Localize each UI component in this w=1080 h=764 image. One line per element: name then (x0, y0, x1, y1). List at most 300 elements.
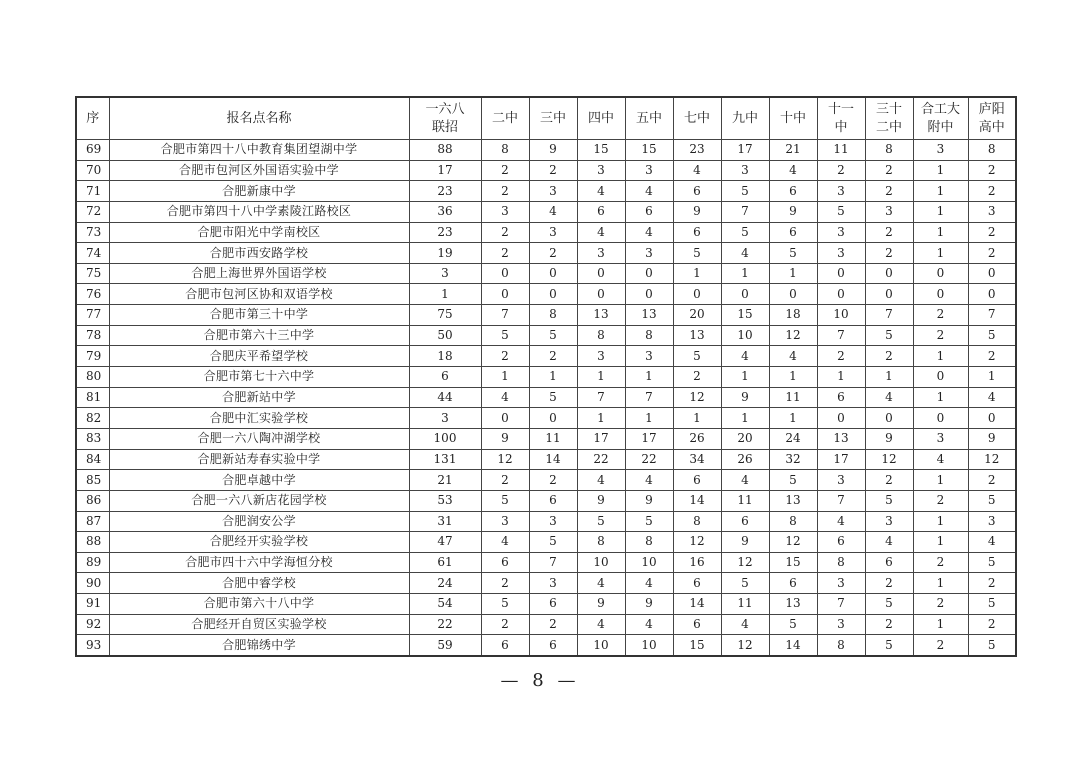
table-row (76, 532, 1016, 553)
enrollment-quota-table (75, 96, 1017, 657)
cell-no3: 2 (529, 243, 577, 264)
cell-no10: 1 (769, 263, 817, 284)
cell-school-name: 合肥市包河区协和双语学校 (109, 284, 409, 305)
cell-no4: 10 (577, 635, 625, 656)
cell-luyang-high: 4 (968, 532, 1016, 553)
cell-no11: 7 (817, 594, 865, 615)
cell-no4: 9 (577, 490, 625, 511)
cell-no5: 0 (625, 284, 673, 305)
cell-luyang-high: 2 (968, 243, 1016, 264)
cell-no10: 12 (769, 532, 817, 553)
cell-no10: 15 (769, 552, 817, 573)
cell-no5: 4 (625, 181, 673, 202)
cell-no3: 5 (529, 532, 577, 553)
cell-no32: 2 (865, 181, 913, 202)
cell-seq: 78 (76, 325, 109, 346)
cell-no7: 6 (673, 222, 721, 243)
cell-no5: 4 (625, 222, 673, 243)
cell-no3: 3 (529, 222, 577, 243)
cell-no9: 9 (721, 532, 769, 553)
cell-no2: 1 (481, 367, 529, 388)
cell-no11: 2 (817, 160, 865, 181)
cell-no3: 3 (529, 181, 577, 202)
cell-no10: 11 (769, 387, 817, 408)
cell-no4: 4 (577, 222, 625, 243)
cell-no32: 8 (865, 140, 913, 161)
cell-168-joint: 17 (409, 160, 481, 181)
cell-luyang-high: 0 (968, 408, 1016, 429)
table-row (76, 511, 1016, 532)
cell-no4: 3 (577, 243, 625, 264)
cell-school-name: 合肥新站寿春实验中学 (109, 449, 409, 470)
cell-hfut-affiliated: 1 (913, 470, 968, 491)
cell-no3: 2 (529, 160, 577, 181)
cell-no32: 5 (865, 594, 913, 615)
cell-no11: 7 (817, 325, 865, 346)
header-label-line: 合工大 (920, 101, 960, 117)
cell-no7: 15 (673, 635, 721, 656)
cell-no9: 0 (721, 284, 769, 305)
cell-no5: 4 (625, 470, 673, 491)
header-label-line: 三中 (539, 110, 566, 126)
cell-seq: 69 (76, 140, 109, 161)
cell-no11: 3 (817, 222, 865, 243)
cell-no32: 12 (865, 449, 913, 470)
cell-hfut-affiliated: 2 (913, 325, 968, 346)
cell-no5: 17 (625, 428, 673, 449)
cell-no9: 4 (721, 346, 769, 367)
cell-no3: 3 (529, 511, 577, 532)
cell-168-joint: 131 (409, 449, 481, 470)
cell-no2: 8 (481, 140, 529, 161)
cell-school-name: 合肥中汇实验学校 (109, 408, 409, 429)
cell-no7: 14 (673, 594, 721, 615)
cell-no7: 13 (673, 325, 721, 346)
cell-no11: 8 (817, 635, 865, 656)
table-row (76, 387, 1016, 408)
table-row (76, 594, 1016, 615)
table-row (76, 140, 1016, 161)
cell-no7: 16 (673, 552, 721, 573)
table-row (76, 284, 1016, 305)
table-row (76, 490, 1016, 511)
cell-no5: 10 (625, 552, 673, 573)
cell-no10: 4 (769, 160, 817, 181)
cell-no5: 22 (625, 449, 673, 470)
cell-school-name: 合肥市第六十八中学 (109, 594, 409, 615)
cell-no11: 13 (817, 428, 865, 449)
cell-luyang-high: 1 (968, 367, 1016, 388)
cell-no2: 2 (481, 346, 529, 367)
cell-no5: 3 (625, 160, 673, 181)
cell-no7: 6 (673, 614, 721, 635)
cell-no10: 13 (769, 490, 817, 511)
cell-no9: 4 (721, 614, 769, 635)
cell-school-name: 合肥锦绣中学 (109, 635, 409, 656)
cell-no11: 3 (817, 470, 865, 491)
cell-luyang-high: 3 (968, 201, 1016, 222)
cell-school-name: 合肥市包河区外国语实验中学 (109, 160, 409, 181)
cell-no5: 1 (625, 408, 673, 429)
cell-no2: 2 (481, 614, 529, 635)
cell-no5: 9 (625, 594, 673, 615)
cell-no3: 2 (529, 346, 577, 367)
cell-no10: 5 (769, 614, 817, 635)
cell-seq: 86 (76, 490, 109, 511)
cell-no32: 4 (865, 387, 913, 408)
cell-168-joint: 47 (409, 532, 481, 553)
cell-no11: 5 (817, 201, 865, 222)
cell-no2: 4 (481, 387, 529, 408)
cell-no9: 1 (721, 367, 769, 388)
cell-no32: 5 (865, 635, 913, 656)
cell-no3: 2 (529, 470, 577, 491)
table-row (76, 614, 1016, 635)
cell-no32: 6 (865, 552, 913, 573)
cell-no3: 8 (529, 305, 577, 326)
cell-no10: 18 (769, 305, 817, 326)
cell-school-name: 合肥上海世界外国语学校 (109, 263, 409, 284)
cell-no2: 0 (481, 408, 529, 429)
cell-hfut-affiliated: 4 (913, 449, 968, 470)
header-no7 (673, 97, 721, 140)
cell-luyang-high: 5 (968, 594, 1016, 615)
cell-luyang-high: 2 (968, 573, 1016, 594)
cell-school-name: 合肥市第六十三中学 (109, 325, 409, 346)
cell-no10: 24 (769, 428, 817, 449)
cell-hfut-affiliated: 1 (913, 346, 968, 367)
cell-luyang-high: 0 (968, 263, 1016, 284)
cell-seq: 93 (76, 635, 109, 656)
cell-no4: 9 (577, 594, 625, 615)
cell-no7: 5 (673, 346, 721, 367)
cell-no7: 34 (673, 449, 721, 470)
table-row (76, 552, 1016, 573)
cell-no2: 2 (481, 243, 529, 264)
cell-no4: 10 (577, 552, 625, 573)
cell-no4: 13 (577, 305, 625, 326)
cell-no2: 9 (481, 428, 529, 449)
cell-hfut-affiliated: 2 (913, 552, 968, 573)
cell-hfut-affiliated: 1 (913, 222, 968, 243)
cell-no32: 2 (865, 346, 913, 367)
table-row (76, 428, 1016, 449)
table-row (76, 573, 1016, 594)
cell-no32: 3 (865, 511, 913, 532)
cell-no9: 5 (721, 181, 769, 202)
cell-school-name: 合肥经开实验学校 (109, 532, 409, 553)
header-no9 (721, 97, 769, 140)
cell-no9: 4 (721, 243, 769, 264)
cell-school-name: 合肥一六八陶冲湖学校 (109, 428, 409, 449)
cell-no11: 8 (817, 552, 865, 573)
cell-no10: 32 (769, 449, 817, 470)
cell-no32: 7 (865, 305, 913, 326)
header-no5 (625, 97, 673, 140)
cell-no2: 2 (481, 470, 529, 491)
cell-no7: 2 (673, 367, 721, 388)
cell-seq: 85 (76, 470, 109, 491)
header-label-line: 七中 (683, 110, 710, 126)
cell-no32: 2 (865, 470, 913, 491)
cell-no3: 6 (529, 635, 577, 656)
cell-no9: 6 (721, 511, 769, 532)
header-label-line: 十一 (827, 101, 854, 117)
cell-no9: 26 (721, 449, 769, 470)
cell-no9: 12 (721, 552, 769, 573)
cell-seq: 75 (76, 263, 109, 284)
table-row (76, 243, 1016, 264)
cell-hfut-affiliated: 2 (913, 490, 968, 511)
cell-no3: 5 (529, 325, 577, 346)
cell-luyang-high: 2 (968, 346, 1016, 367)
cell-seq: 72 (76, 201, 109, 222)
cell-no5: 1 (625, 367, 673, 388)
cell-no3: 9 (529, 140, 577, 161)
cell-no11: 11 (817, 140, 865, 161)
header-label-line: 五中 (635, 110, 662, 126)
cell-seq: 71 (76, 181, 109, 202)
cell-school-name: 合肥中睿学校 (109, 573, 409, 594)
cell-seq: 79 (76, 346, 109, 367)
cell-hfut-affiliated: 2 (913, 305, 968, 326)
cell-no3: 1 (529, 367, 577, 388)
cell-no7: 1 (673, 408, 721, 429)
cell-no9: 3 (721, 160, 769, 181)
cell-school-name: 合肥润安公学 (109, 511, 409, 532)
cell-no11: 0 (817, 263, 865, 284)
table-row (76, 470, 1016, 491)
cell-no9: 1 (721, 263, 769, 284)
cell-no2: 5 (481, 490, 529, 511)
cell-no10: 12 (769, 325, 817, 346)
table-row (76, 635, 1016, 656)
cell-no3: 11 (529, 428, 577, 449)
cell-hfut-affiliated: 1 (913, 181, 968, 202)
cell-luyang-high: 3 (968, 511, 1016, 532)
header-row (76, 97, 1016, 140)
cell-seq: 92 (76, 614, 109, 635)
cell-168-joint: 19 (409, 243, 481, 264)
cell-hfut-affiliated: 1 (913, 573, 968, 594)
cell-no2: 2 (481, 573, 529, 594)
cell-168-joint: 100 (409, 428, 481, 449)
cell-no3: 0 (529, 263, 577, 284)
cell-luyang-high: 2 (968, 160, 1016, 181)
header-no2 (481, 97, 529, 140)
header-label-line: 庐阳 (978, 101, 1005, 117)
cell-168-joint: 53 (409, 490, 481, 511)
cell-no2: 6 (481, 552, 529, 573)
table-row (76, 346, 1016, 367)
cell-luyang-high: 12 (968, 449, 1016, 470)
header-luyang-high (968, 97, 1016, 140)
cell-no32: 2 (865, 614, 913, 635)
header-no10 (769, 97, 817, 140)
header-label-line: 附中 (927, 119, 954, 135)
cell-no9: 20 (721, 428, 769, 449)
cell-no3: 7 (529, 552, 577, 573)
cell-no10: 21 (769, 140, 817, 161)
cell-168-joint: 44 (409, 387, 481, 408)
cell-luyang-high: 9 (968, 428, 1016, 449)
cell-luyang-high: 2 (968, 222, 1016, 243)
cell-no2: 2 (481, 222, 529, 243)
header-label-line: 联招 (431, 119, 458, 135)
cell-no7: 8 (673, 511, 721, 532)
header-label-line: 高中 (978, 119, 1005, 135)
cell-no9: 11 (721, 490, 769, 511)
cell-no7: 6 (673, 181, 721, 202)
cell-school-name: 合肥卓越中学 (109, 470, 409, 491)
cell-no4: 7 (577, 387, 625, 408)
cell-no2: 4 (481, 532, 529, 553)
table-row (76, 222, 1016, 243)
cell-no11: 2 (817, 346, 865, 367)
cell-no3: 3 (529, 573, 577, 594)
cell-no10: 4 (769, 346, 817, 367)
cell-168-joint: 22 (409, 614, 481, 635)
cell-seq: 74 (76, 243, 109, 264)
header-no32 (865, 97, 913, 140)
cell-168-joint: 6 (409, 367, 481, 388)
cell-hfut-affiliated: 1 (913, 243, 968, 264)
cell-luyang-high: 7 (968, 305, 1016, 326)
cell-seq: 88 (76, 532, 109, 553)
cell-seq: 84 (76, 449, 109, 470)
cell-hfut-affiliated: 1 (913, 201, 968, 222)
cell-no10: 1 (769, 408, 817, 429)
cell-no11: 4 (817, 511, 865, 532)
cell-no9: 10 (721, 325, 769, 346)
header-label-line: 三十 (875, 101, 902, 117)
cell-school-name: 合肥市第四十八中学素陵江路校区 (109, 201, 409, 222)
cell-no5: 6 (625, 201, 673, 222)
cell-no3: 4 (529, 201, 577, 222)
header-label-line: 十中 (779, 110, 806, 126)
cell-no4: 15 (577, 140, 625, 161)
cell-168-joint: 31 (409, 511, 481, 532)
cell-no32: 5 (865, 490, 913, 511)
cell-no2: 6 (481, 635, 529, 656)
cell-no5: 3 (625, 243, 673, 264)
table-row (76, 181, 1016, 202)
cell-no10: 14 (769, 635, 817, 656)
cell-no32: 0 (865, 284, 913, 305)
cell-no4: 22 (577, 449, 625, 470)
table-row (76, 160, 1016, 181)
cell-168-joint: 54 (409, 594, 481, 615)
cell-168-joint: 3 (409, 408, 481, 429)
cell-no9: 17 (721, 140, 769, 161)
cell-school-name: 合肥市第四十八中教育集团望湖中学 (109, 140, 409, 161)
cell-no7: 0 (673, 284, 721, 305)
cell-no2: 2 (481, 160, 529, 181)
cell-school-name: 合肥市西安路学校 (109, 243, 409, 264)
cell-no32: 0 (865, 408, 913, 429)
cell-no5: 0 (625, 263, 673, 284)
cell-no32: 2 (865, 243, 913, 264)
cell-no11: 0 (817, 284, 865, 305)
cell-no11: 6 (817, 532, 865, 553)
cell-no9: 11 (721, 594, 769, 615)
cell-no5: 13 (625, 305, 673, 326)
table-body (76, 140, 1016, 657)
cell-no7: 9 (673, 201, 721, 222)
header-label-line: 一六八 (425, 101, 465, 117)
cell-no10: 5 (769, 470, 817, 491)
cell-no3: 6 (529, 490, 577, 511)
cell-seq: 81 (76, 387, 109, 408)
cell-no7: 6 (673, 470, 721, 491)
cell-luyang-high: 4 (968, 387, 1016, 408)
cell-no5: 3 (625, 346, 673, 367)
cell-no9: 5 (721, 222, 769, 243)
cell-no9: 7 (721, 201, 769, 222)
cell-no4: 3 (577, 160, 625, 181)
cell-no3: 6 (529, 594, 577, 615)
cell-no9: 4 (721, 470, 769, 491)
cell-no2: 7 (481, 305, 529, 326)
cell-no5: 7 (625, 387, 673, 408)
table-row (76, 263, 1016, 284)
cell-school-name: 合肥市第三十中学 (109, 305, 409, 326)
cell-no3: 5 (529, 387, 577, 408)
cell-hfut-affiliated: 2 (913, 635, 968, 656)
cell-seq: 77 (76, 305, 109, 326)
cell-luyang-high: 5 (968, 635, 1016, 656)
cell-no7: 20 (673, 305, 721, 326)
cell-hfut-affiliated: 0 (913, 263, 968, 284)
cell-no2: 0 (481, 263, 529, 284)
cell-luyang-high: 5 (968, 490, 1016, 511)
cell-no10: 1 (769, 367, 817, 388)
cell-no5: 5 (625, 511, 673, 532)
cell-no11: 1 (817, 367, 865, 388)
cell-hfut-affiliated: 1 (913, 387, 968, 408)
cell-no32: 9 (865, 428, 913, 449)
cell-no10: 5 (769, 243, 817, 264)
cell-school-name: 合肥市四十六中学海恒分校 (109, 552, 409, 573)
cell-no2: 5 (481, 325, 529, 346)
cell-no7: 4 (673, 160, 721, 181)
header-label-line: 四中 (587, 110, 614, 126)
table-row (76, 325, 1016, 346)
table-row (76, 305, 1016, 326)
cell-hfut-affiliated: 1 (913, 160, 968, 181)
cell-luyang-high: 5 (968, 325, 1016, 346)
cell-no10: 0 (769, 284, 817, 305)
cell-no32: 1 (865, 367, 913, 388)
cell-no7: 26 (673, 428, 721, 449)
cell-no4: 4 (577, 470, 625, 491)
cell-168-joint: 21 (409, 470, 481, 491)
cell-168-joint: 50 (409, 325, 481, 346)
table-row (76, 367, 1016, 388)
table-header (76, 97, 1016, 140)
cell-seq: 73 (76, 222, 109, 243)
cell-seq: 76 (76, 284, 109, 305)
cell-no32: 2 (865, 222, 913, 243)
cell-no4: 3 (577, 346, 625, 367)
cell-hfut-affiliated: 0 (913, 284, 968, 305)
cell-no9: 1 (721, 408, 769, 429)
cell-seq: 90 (76, 573, 109, 594)
header-label-line: 中 (834, 119, 848, 135)
cell-no32: 4 (865, 532, 913, 553)
cell-no4: 6 (577, 201, 625, 222)
header-no11 (817, 97, 865, 140)
